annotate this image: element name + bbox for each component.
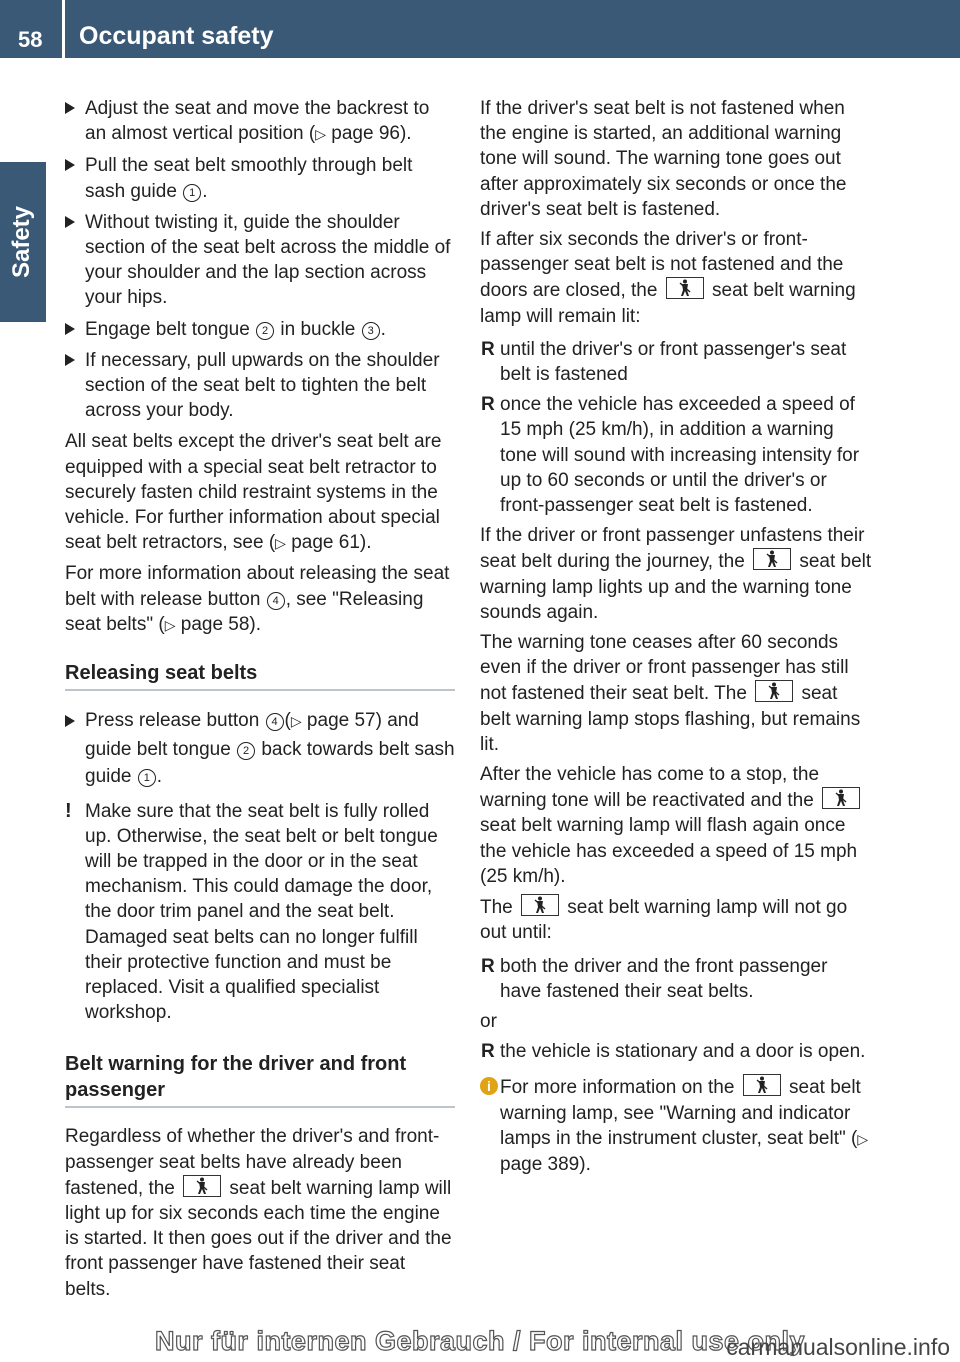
- heading-releasing-seat-belts: Releasing seat belts: [65, 660, 455, 691]
- list-item: R once the vehicle has exceeded a speed of 15 mph (25 km/h), in addition a warning tone will sound with increasing intensity for up to 60 seconds or until the driver's or front-passenger seat belt is fastened.: [481, 394, 860, 517]
- callout-number: 1: [138, 769, 156, 787]
- paragraph-unfastens: If the driver or front passenger unfastens their seat belt during the journey, the seat belt warning lamp lights up and the warning tone sounds again.: [480, 525, 872, 623]
- bullet-marker: R: [481, 338, 495, 360]
- step-arrow-icon: [65, 159, 75, 171]
- paragraph-retractors: All seat belts except the driver's seat belt are equipped with a special seat belt retractor to securely fasten child restraint systems in the vehicle. For further information about special seat belt retractors, see (▷ page 61).: [65, 431, 442, 554]
- step-arrow-icon: [65, 102, 75, 114]
- page-ref[interactable]: page 58).: [175, 613, 262, 635]
- step-arrow-icon: [65, 354, 75, 366]
- paragraph-warning-lamp: Regardless of whether the driver's and front-passenger seat belts have already been fastened, the seat belt warning lamp will light up for six seconds each time the engine is started. It then goes out if the driver and the front passenger have fastened their seat belts.: [65, 1126, 452, 1300]
- warning-note: ! Make sure that the seat belt is fully rolled up. Otherwise, the seat belt or belt tongue will be trapped in the door or in the seat mechanism. This could damage the door, the door trim panel and the seat belt. Damaged seat belts can no longer fulfill their protective function and must be replaced. Visit a qualified specialist workshop.: [65, 799, 438, 1024]
- seatbelt-warning-icon: [521, 894, 559, 916]
- paragraph-will-not-go-out: The seat belt warning lamp will not go out until:: [480, 894, 872, 945]
- step-arrow-icon: [65, 323, 75, 335]
- xref-icon: ▷: [857, 1130, 869, 1147]
- seatbelt-warning-icon: [755, 680, 793, 702]
- seatbelt-warning-icon: [822, 787, 860, 809]
- step-engage-tongue: Engage belt tongue 2 in buckle 3 .: [65, 317, 455, 342]
- callout-number: 3: [362, 322, 380, 340]
- step-arrow-icon: [65, 216, 75, 228]
- warning-icon: !: [65, 799, 72, 822]
- callout-number: 1: [183, 184, 201, 202]
- xref-icon: ▷: [315, 126, 326, 143]
- paragraph-six-seconds: If after six seconds the driver's or front-passenger seat belt is not fastened and the doors are closed, the seat belt warning lamp will remain lit:: [480, 229, 856, 327]
- seatbelt-warning-icon: [753, 548, 791, 570]
- seatbelt-warning-icon: [183, 1175, 221, 1197]
- callout-number: 4: [266, 713, 284, 731]
- left-column: [65, 96, 455, 1307]
- paragraph-release-info: For more information about releasing the seat belt with release button 4 , see "Releasing seat belts" (▷ page 58).: [65, 563, 450, 635]
- paragraph-tone-ceases: The warning tone ceases after 60 seconds even if the driver or front passenger has still not fastened their seat belt. The seat belt warning lamp stops flashing, but remains lit.: [480, 632, 861, 755]
- step-arrow-icon: [65, 715, 75, 727]
- or-text: or: [480, 1010, 497, 1032]
- list-item: R the vehicle is stationary and a door is open.: [480, 1039, 872, 1064]
- callout-number: 2: [256, 322, 274, 340]
- info-icon: i: [480, 1077, 498, 1095]
- section-tab-label: Safety: [8, 205, 35, 279]
- footer-watermark: Nur für internen Gebrauch / For internal use only: [154, 1326, 806, 1356]
- bullet-marker: R: [481, 394, 495, 416]
- list-item: R both the driver and the front passenger have fastened their seat belts.: [481, 955, 828, 1002]
- step-tighten-belt: If necessary, pull upwards on the shoulder section of the seat belt to tighten the belt across your body.: [65, 348, 455, 424]
- right-column: [480, 96, 872, 1182]
- info-note: i For more information on the seat belt warning lamp, see "Warning and indicator lamps in the instrument cluster, seat belt" (▷ page 389).: [480, 1074, 872, 1177]
- xref-icon: ▷: [164, 616, 176, 633]
- seatbelt-warning-icon: [743, 1074, 781, 1096]
- page-title: Occupant safety: [79, 22, 274, 50]
- step-adjust-seat: Adjust the seat and move the backrest to an almost vertical position (▷ page 96).: [65, 96, 455, 147]
- bullet-marker: R: [481, 955, 495, 977]
- bullet-marker: R: [481, 1041, 495, 1063]
- page-ref[interactable]: page 61).: [285, 532, 372, 554]
- header-divider: [62, 0, 65, 58]
- paragraph-after-stop: After the vehicle has come to a stop, the warning tone will be reactivated and the seat belt warning lamp will flash again once the vehicle has exceeded a speed of 15 mph (25 km/h).: [480, 762, 872, 889]
- page-ref[interactable]: page 389).: [500, 1153, 591, 1175]
- page-ref[interactable]: page 96).: [326, 123, 412, 145]
- xref-icon: ▷: [290, 713, 302, 730]
- site-watermark: carmanualsonline.info: [726, 1334, 950, 1360]
- callout-number: 4: [267, 592, 285, 610]
- xref-icon: ▷: [275, 535, 286, 552]
- page-number: 58: [18, 27, 43, 52]
- step-pull-belt: Pull the seat belt smoothly through belt sash guide 1 .: [65, 153, 455, 203]
- list-item: R until the driver's or front passenger's seat belt is fastened: [481, 338, 847, 386]
- page-ref[interactable]: page 57) and guide belt tongue: [85, 710, 419, 760]
- step-press-release: Press release button 4 (▷ page 57) and guide belt tongue 2 back towards belt sash guide 1 .: [65, 707, 455, 791]
- step-guide-shoulder: Without twisting it, guide the shoulder section of the seat belt across the middle of your shoulder and the lap section across your hips.: [65, 210, 455, 311]
- heading-belt-warning: Belt warning for the driver and front passenger: [65, 1051, 455, 1108]
- seatbelt-warning-icon: [666, 277, 704, 299]
- paragraph-additional-tone: If the driver's seat belt is not fastened when the engine is started, an additional warning tone will sound. The warning tone goes out after approximately six seconds or once the driver's seat belt is fastened.: [480, 98, 847, 220]
- callout-number: 2: [237, 742, 255, 760]
